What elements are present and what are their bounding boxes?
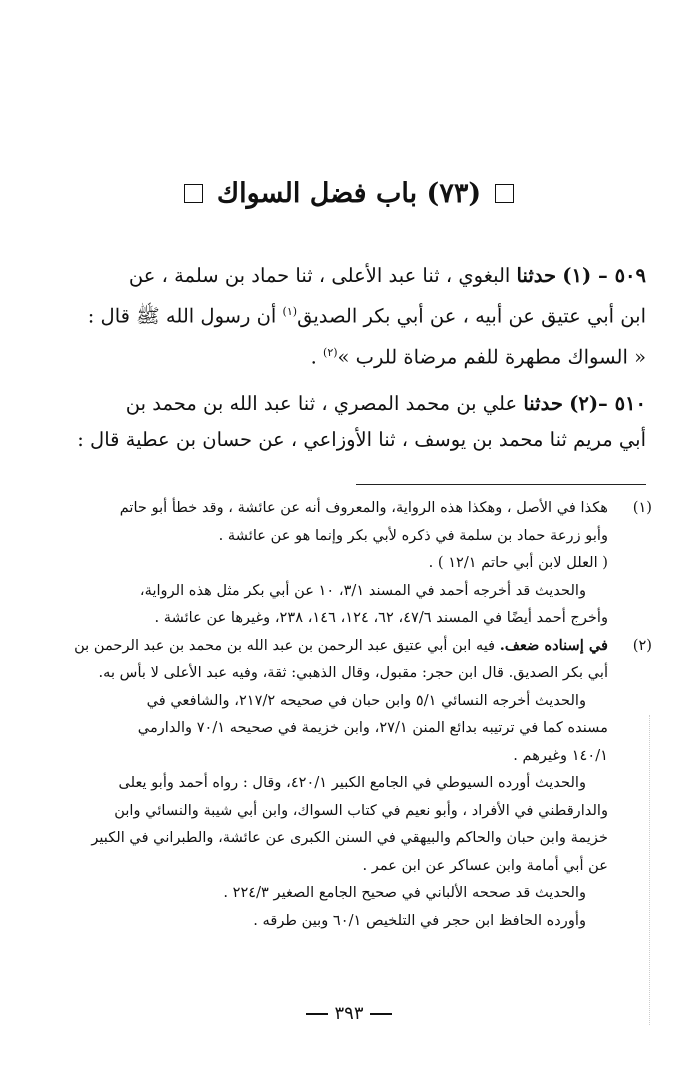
hadith-510 xyxy=(58,386,646,458)
hadith-text: علي بن محمد المصري ، ثنا عبد الله بن محمد بن xyxy=(125,392,518,415)
hadith-text: البغوي ، ثنا عبد الأعلى ، ثنا حماد بن سلمة ، عن xyxy=(128,264,511,287)
footnote-line: والحديث أورده السيوطي في الجامع الكبير ٤٢٠/١، وقال : رواه أحمد وأبو يعلى xyxy=(118,774,586,791)
hadith-509 xyxy=(58,258,646,375)
page-number-text: ٣٩٣ xyxy=(334,1003,364,1024)
chapter-title: (٧٣) باب فضل السواك xyxy=(216,178,482,209)
footnote-ref: (٢) xyxy=(323,345,338,359)
footnote-line: ١٤٠/١ وغيرهم . xyxy=(513,746,608,764)
footnote-line: هكذا في الأصل ، وهكذا هذه الرواية، والمعروف أنه عن عائشة ، وقد خطأ أبو حاتم xyxy=(119,499,608,516)
footnote-line: خزيمة وابن حبان والحاكم والبيهقي في السنن الكبرى عن عائشة، والطبراني في الكبير xyxy=(91,829,608,846)
footnote-1 xyxy=(44,494,652,632)
footnote-ref: (١) xyxy=(282,305,298,318)
footnote-separator xyxy=(356,484,646,485)
chapter-heading xyxy=(0,178,698,209)
footnote-number: (٢) xyxy=(632,636,652,654)
hadith-line xyxy=(58,335,646,376)
hadith-lead: حدثنا xyxy=(516,264,557,287)
footnote-line: عن أبي أمامة وابن عساكر عن ابن عمر . xyxy=(362,856,608,874)
footnote-line: والدارقطني في الأفراد ، وأبو نعيم في كتاب السواك، وابن أبي شيبة والنسائي وابن xyxy=(114,801,608,819)
hadith-line xyxy=(58,386,646,422)
hadith-line xyxy=(58,422,646,458)
square-ornament-icon xyxy=(184,184,203,203)
hadith-text: أبي مريم ثنا محمد بن يوسف ، ثنا الأوزاعي ، عن حسان بن عطية قال : xyxy=(77,428,646,451)
footnote-2 xyxy=(44,632,652,935)
footnote-line: وأخرج أحمد أيضًا في المسند ٤٧/٦، ٦٢، ١٢٤، ١٤٦، ٢٣٨، وغيرها عن عائشة . xyxy=(154,609,608,626)
hadith-number: ٥٠٩ – (١) xyxy=(562,264,646,287)
hadith-text: . xyxy=(310,345,317,368)
margin-line xyxy=(649,715,650,1025)
footnote-line: والحديث قد أخرجه أحمد في المسند ٣/١، ١٠ عن أبي بكر مثل هذه الرواية، xyxy=(139,581,586,599)
footnote-text: فيه ابن أبي عتيق عبد الرحمن بن عبد الله بن محمد بن عبد الرحمن بن xyxy=(74,636,496,654)
footnote-line: ( العلل لابن أبي حاتم ١٢/١ ) . xyxy=(428,554,608,571)
footnote-line xyxy=(44,632,608,660)
square-ornament-icon xyxy=(495,184,514,203)
dash-ornament xyxy=(370,1013,392,1015)
hadith-line xyxy=(58,294,646,335)
footnote-line: وأورده الحافظ ابن حجر في التلخيص ٦٠/١ وبين طرقه . xyxy=(253,911,586,929)
hadith-text: ابن أبي عتيق عن أبيه ، عن أبي بكر الصديق xyxy=(297,304,646,328)
dash-ornament xyxy=(306,1013,328,1015)
hadith-line xyxy=(58,258,646,294)
footnote-line: والحديث أخرجه النسائي ٥/١ وابن حبان في صحيحه ٢١٧/٢، والشافعي في xyxy=(146,691,586,709)
footnote-number: (١) xyxy=(632,499,652,516)
footnote-line: مسنده كما في ترتيبه بدائع المنن ٢٧/١، وابن خزيمة في صحيحه ٧٠/١ والدارمي xyxy=(137,719,608,736)
footnote-line: أبي بكر الصديق. قال ابن حجر: مقبول، وقال الذهبي: ثقة، وفيه عبد الأعلى لا بأس به. xyxy=(98,664,608,681)
hadith-text: أن رسول الله ﷺ قال : xyxy=(87,304,277,328)
footnote-line: وأبو زرعة حماد بن سلمة في ذكره لأبي بكر وإنما هو عن عائشة . xyxy=(218,526,608,544)
page-number xyxy=(0,1003,698,1024)
hadith-number: ٥١٠ –(٢) xyxy=(569,392,646,415)
hadith-text: « السواك مطهرة للفم مرضاة للرب » xyxy=(337,345,646,368)
hadith-lead: حدثنا xyxy=(523,392,563,415)
footnote-bold: في إسناده ضعف. xyxy=(499,636,608,654)
footnote-line: والحديث قد صححه الألباني في صحيح الجامع الصغير ٢٢٤/٣ . xyxy=(223,884,586,901)
footnotes xyxy=(44,494,652,934)
